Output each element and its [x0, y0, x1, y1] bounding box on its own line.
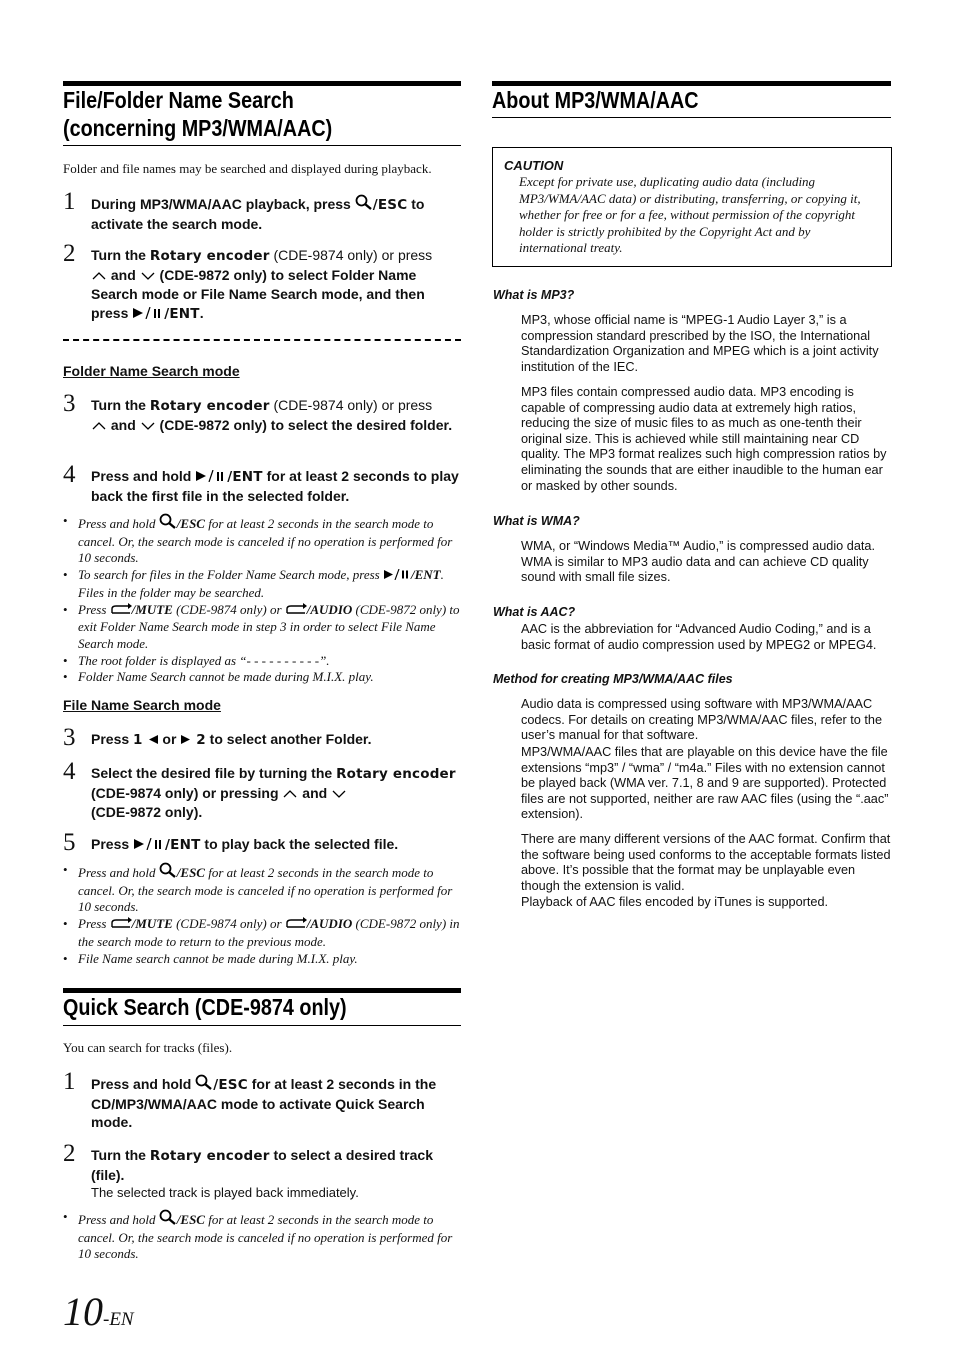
list-item: • Press and hold /ESC for at least 2 seconds in the search mode to cancel. Or, the search mode is canceled if no operation is performed for 10 seconds. — [63, 1209, 461, 1263]
method-paragraph-1: Audio data is compressed using software with MP3/WMA/AAC codecs. For details on creating MP3/WMA/AAC files, refer to the user’s manual for that software. — [521, 697, 883, 743]
folder-mode-notes — [63, 513, 461, 686]
search-icon — [159, 862, 177, 883]
left-triangle-icon — [147, 731, 159, 750]
return-icon — [110, 603, 132, 620]
step-3: 3 Turn the Rotary encoder (CDE-9874 only) or press and (CDE-9872 only) to select the desired folder. — [63, 396, 461, 435]
section-rule-bottom — [63, 145, 461, 146]
section-title: About MP3/WMA/AAC — [492, 87, 699, 113]
search-icon — [159, 513, 177, 534]
return-icon — [110, 917, 132, 934]
section-intro: Folder and file names may be searched and displayed during playback. — [63, 161, 432, 176]
method-paragraph-3: There are many different versions of the AAC format. Confirm that the software being used conforms to the acceptable formats listed above. It’s possible that the format may be unplayable even though the extension is valid. — [521, 832, 891, 893]
list-item: • Folder Name Search cannot be made during M.I.X. play. — [63, 669, 461, 686]
step-number: 2 — [63, 240, 76, 267]
section-rule-bottom — [492, 117, 891, 118]
section-title-line2: (concerning MP3/WMA/AAC) — [63, 115, 333, 141]
list-item: • File Name search cannot be made during M.I.X. play. — [63, 951, 461, 968]
step-number: 4 — [63, 461, 76, 488]
list-item: • The root folder is displayed as “- - - - - - - - - -”. — [63, 653, 461, 670]
folder-mode-heading: Folder Name Search mode — [63, 363, 240, 379]
file-step-5: 5 Press /ENT to play back the selected file. — [63, 829, 399, 856]
wma-heading: What is WMA? — [493, 514, 580, 528]
file-mode-heading: File Name Search mode — [63, 697, 221, 713]
list-item: • To search for files in the Folder Name Search mode, press /ENT. Files in the folder may be searched. — [63, 567, 461, 601]
step-number: 1 — [63, 188, 76, 215]
search-icon — [195, 1074, 213, 1095]
section-intro: You can search for tracks (files). — [63, 1040, 233, 1055]
method-heading: Method for creating MP3/WMA/AAC files — [493, 672, 733, 686]
list-item: • Press /MUTE (CDE-9874 only) or /AUDIO (CDE-9872 only) to exit Folder Name Search mode in step 3 in order to select File Name Search mode. — [63, 602, 461, 653]
wma-paragraph: WMA, or “Windows Media™ Audio,” is compressed audio data. WMA is similar to MP3 audio data and can achieve CD quality sound with small file sizes. — [521, 539, 875, 585]
quick-step-1: 1 Press and hold /ESC for at least 2 seconds in the CD/MP3/WMA/AAC mode to activate Quick Search mode. — [63, 1068, 437, 1130]
step-number: 3 — [63, 390, 76, 417]
step-result: The selected track is played back immediately. — [91, 1185, 359, 1200]
list-item: • Press /MUTE (CDE-9874 only) or /AUDIO (CDE-9872 only) in the search mode to return to the previous mode. — [63, 916, 461, 950]
up-arrow-icon — [282, 785, 298, 804]
right-triangle-icon — [180, 731, 192, 750]
step-2: 2 Turn the Rotary encoder (CDE-9874 only) or press and (CDE-9872 only) to select Folder Name Search mode or File Name Search mode, and then press /ENT. — [63, 240, 433, 322]
mp3-paragraph-2: MP3 files contain compressed audio data. MP3 encoding is capable of compressing audio data at extremely high ratios, reducing the size of music files to as much as one-tenth their original size. This is achieved while still maintaining near CD quality. The MP3 format realizes such high compression ratios by eliminating the sounds that are either inaudible to the human ear or masked by other sounds. — [521, 385, 887, 493]
quick-search-notes — [63, 1209, 461, 1263]
return-icon — [285, 603, 307, 620]
section-rule-bottom — [63, 1025, 461, 1026]
method-paragraph-2: MP3/WMA/AAC files that are playable on this device have the file extensions “mp3” / “wma” / “m4a.” Files with no extension cannot be played back (WMA ver. 7.1, 8 and 9 are supported). Protected files are not supported, neither are raw AAC files (using the “.aac” extension). — [521, 745, 889, 822]
file-step-3: 3 Press 1 or 2 to select another Folder. — [63, 724, 372, 751]
caution-body: Except for private use, duplicating audio data (including MP3/WMA/AAC data) or distributing, transferring, or copying it, whether for free or for a fee, without permission of the copyright holder is strictly prohibited by the Copyright Act and by international treaty. — [519, 174, 861, 256]
list-item: • Press and hold /ESC for at least 2 seconds in the search mode to cancel. Or, the search mode is canceled if no operation is performed for 10 seconds. — [63, 513, 461, 567]
play-pause-icon — [133, 836, 165, 855]
section-title: Quick Search (CDE-9874 only) — [63, 994, 347, 1020]
up-arrow-icon — [91, 417, 107, 436]
step-number: 3 — [63, 724, 76, 751]
return-icon — [285, 917, 307, 934]
mp3-paragraph-1: MP3, whose official name is “MPEG-1 Audio Layer 3,” is a compression standard prescribed by the ISO, the International Standardization Organization and MPEG which is a joint activity institution of the IEC. — [521, 313, 879, 374]
down-arrow-icon — [331, 785, 347, 804]
step-number: 4 — [63, 758, 76, 785]
down-arrow-icon — [140, 417, 156, 436]
step-number: 1 — [63, 1068, 76, 1095]
step-number: 5 — [63, 829, 76, 856]
list-item: • Press and hold /ESC for at least 2 seconds in the search mode to cancel. Or, the search mode is canceled if no operation is performed for 10 seconds. — [63, 862, 461, 916]
aac-paragraph: AAC is the abbreviation for “Advanced Audio Coding,” and is a basic format of audio compression used by MPEG2 or MPEG4. — [521, 622, 877, 652]
play-pause-icon — [132, 305, 164, 324]
page-number: 10-EN — [63, 1289, 134, 1334]
file-mode-notes — [63, 862, 461, 967]
up-arrow-icon — [91, 267, 107, 286]
section-title: File/Folder Name Search — [63, 87, 294, 113]
play-pause-icon — [383, 568, 411, 585]
method-paragraph-4: Playback of AAC files encoded by iTunes is supported. — [521, 895, 829, 909]
step-number: 2 — [63, 1140, 76, 1167]
mp3-heading: What is MP3? — [493, 288, 575, 302]
play-pause-icon — [195, 468, 227, 487]
aac-heading: What is AAC? — [493, 605, 576, 619]
search-icon — [355, 194, 373, 215]
caution-title: CAUTION — [504, 158, 564, 173]
quick-step-2: 2 Turn the Rotary encoder to select a desired track (file). The selected track is played back immediately. — [63, 1146, 461, 1202]
step-1: 1 During MP3/WMA/AAC playback, press /ESC to activate the search mode. — [63, 188, 425, 232]
down-arrow-icon — [140, 267, 156, 286]
search-icon — [159, 1209, 177, 1230]
dashed-divider — [63, 339, 461, 341]
caution-box — [492, 147, 892, 267]
step-4: 4 Press and hold /ENT for at least 2 seconds to play back the first file in the selected folder. — [63, 461, 459, 504]
file-step-4: 4 Select the desired file by turning the Rotary encoder (CDE-9874 only) or pressing and (CDE-9872 only). — [63, 758, 456, 820]
